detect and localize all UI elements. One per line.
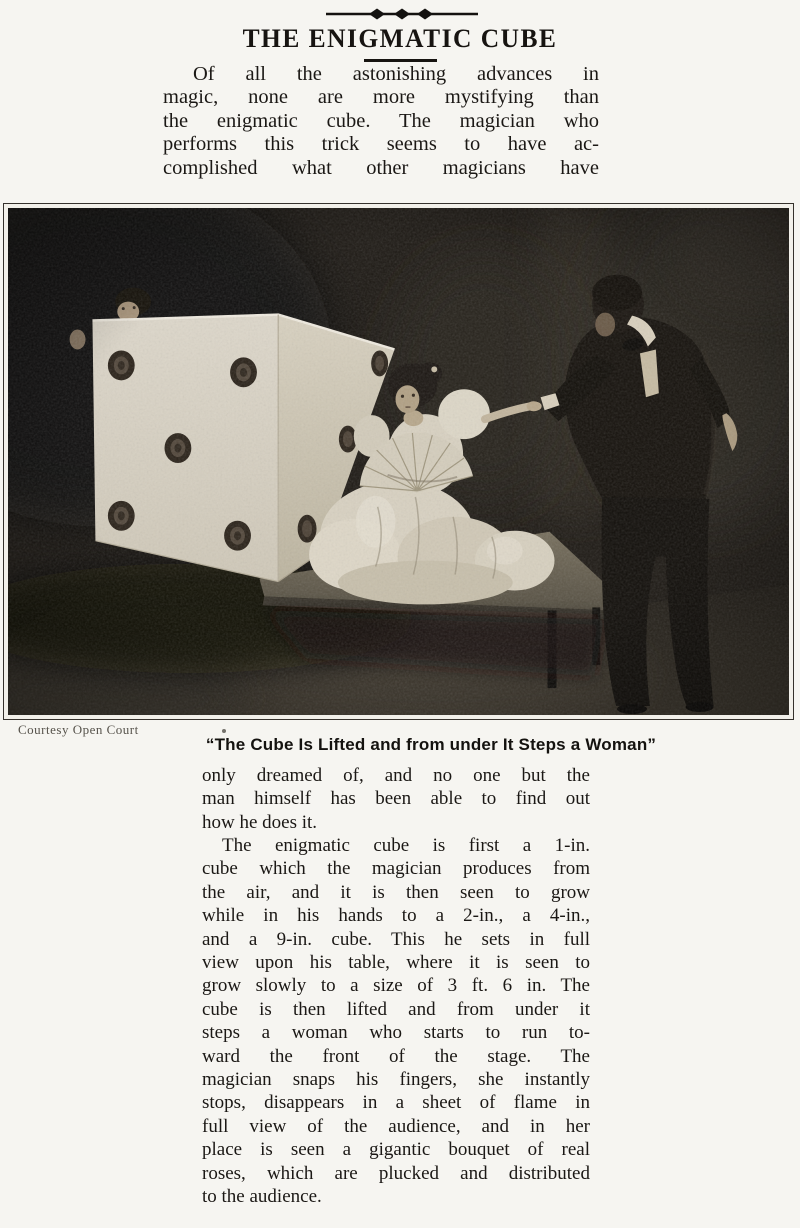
text-line: The enigmatic cube is first a 1-in.	[222, 835, 590, 856]
text-line: place is seen a gigantic bouquet of real	[202, 1139, 590, 1161]
ornament-diamond	[369, 9, 385, 20]
text-line: Of all the astonishing advances in	[193, 63, 599, 85]
text-line: magic, none are more mystifying than	[163, 86, 599, 109]
title-rule	[364, 59, 437, 62]
header-ornament-graphic	[324, 6, 480, 22]
ornament-diamond	[394, 9, 410, 20]
stage-photo	[8, 208, 789, 715]
text-line: stops, disappears in a sheet of flame in	[202, 1092, 590, 1114]
text-line: cube which the magician produces from	[202, 858, 590, 880]
text-line: the enigmatic cube. The magician who	[163, 109, 599, 132]
text-line: magician snaps his fingers, she instantly	[202, 1069, 590, 1091]
text-line: man himself has been able to find out	[202, 788, 590, 810]
body-paragraph-continuation	[202, 764, 590, 834]
text-line: while in his hands to a 2-in., a 4-in.,	[202, 905, 590, 927]
text-line: view upon his table, where it is seen to	[202, 952, 590, 974]
photo-caption: “The Cube Is Lifted and from under It Steps a Woman”	[205, 735, 657, 754]
intro-paragraph	[163, 63, 599, 180]
text-line: ward the front of the stage. The	[202, 1045, 590, 1067]
photo-vignette	[8, 208, 789, 715]
text-line: performs this trick seems to have ac-	[163, 133, 599, 156]
body-paragraph-main	[202, 834, 590, 1209]
photo-credit: Courtesy Open Court	[18, 722, 139, 737]
text-line: only dreamed of, and no one but the	[202, 765, 590, 786]
text-line: and a 9-in. cube. This he sets in full	[202, 928, 590, 950]
page-title: THE ENIGMATIC CUBE	[242, 24, 558, 53]
print-speck	[222, 729, 226, 733]
text-line: how he does it.	[202, 811, 318, 833]
text-line: complished what other magicians have	[163, 156, 599, 179]
text-line: roses, which are plucked and distributed	[202, 1162, 590, 1184]
text-line: steps a woman who starts to run to-	[202, 1022, 590, 1044]
text-line: full view of the audience, and in her	[202, 1115, 590, 1137]
text-line: the air, and it is then seen to grow	[202, 881, 590, 903]
photo-figure	[3, 203, 794, 720]
header-ornament	[324, 6, 480, 22]
text-line: to the audience.	[202, 1186, 322, 1208]
ornament-diamond	[417, 9, 433, 20]
text-line: cube is then lifted and from under it	[202, 998, 590, 1020]
text-line: grow slowly to a size of 3 ft. 6 in. The	[202, 975, 590, 997]
